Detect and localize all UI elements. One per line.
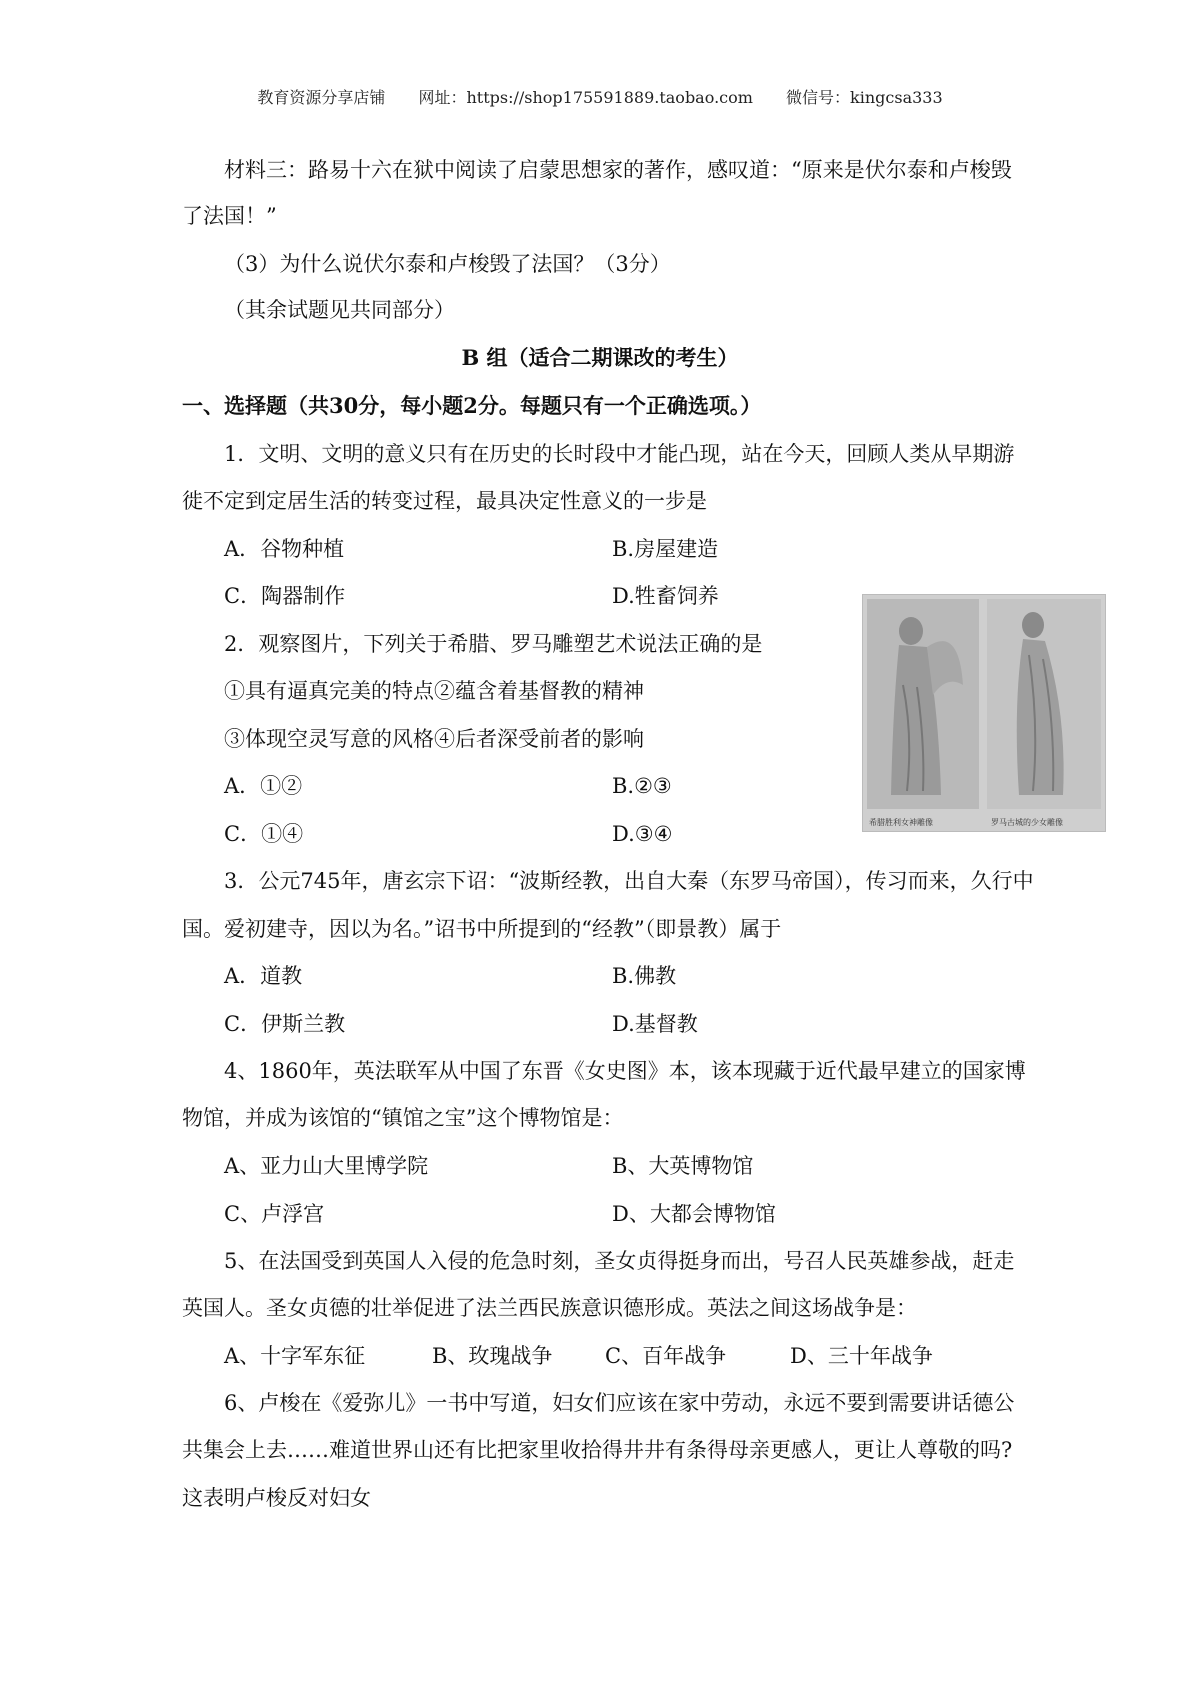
q6-line3: 这表明卢梭反对妇女 [182, 1486, 371, 1510]
header-wechat: 微信号：kingcsa333 [786, 88, 943, 107]
q4-line2: 物馆，并成为该馆的“镇馆之宝”这个博物馆是： [182, 1106, 624, 1130]
note-rest: （其余试题见共同部分） [224, 298, 455, 322]
sculpture-image [862, 594, 1106, 832]
q2-option-c: C．①④ [224, 822, 304, 846]
group-title: B 组（适合二期课改的考生） [461, 345, 739, 370]
q1-option-b: B.房屋建造 [612, 537, 719, 561]
section-title: 一、选择题（共30分，每小题2分。每题只有一个正确选项。） [182, 393, 762, 418]
q6-line1: 6、卢梭在《爱弥儿》一书中写道，妇女们应该在家中劳动，永远不要到需要讲话德公 [224, 1391, 1015, 1415]
q3-option-c: C．伊斯兰教 [224, 1012, 346, 1036]
q5-option-b: B、玫瑰战争 [432, 1344, 553, 1368]
q2-line2: ①具有逼真完美的特点②蕴含着基督教的精神 [224, 679, 644, 703]
q5-option-a: A、十字军东征 [224, 1344, 366, 1368]
q6-line2: 共集会上去……难道世界山还有比把家里收拾得井井有条得母亲更感人，更让人尊敬的吗? [182, 1438, 1013, 1462]
header-url: 网址：https://shop175591889.taobao.com [418, 88, 753, 107]
caption-right: 罗马古城的少女雕像 [991, 818, 1063, 827]
q3-line2: 国。爱初建寺，因以为名。”诏书中所提到的“经教”（即景教）属于 [182, 917, 782, 941]
q4-option-b: B、大英博物馆 [612, 1154, 754, 1178]
question3: （3）为什么说伏尔泰和卢梭毁了法国？（3分） [224, 252, 671, 276]
material3-line1: 材料三：路易十六在狱中阅读了启蒙思想家的著作，感叹道：“原来是伏尔泰和卢梭毁 [224, 158, 1012, 182]
q3-line1: 3．公元745年，唐玄宗下诏：“波斯经教，出自大秦（东罗马帝国），传习而来，久行中 [224, 869, 1034, 893]
q2-option-b: B.②③ [612, 774, 672, 798]
q2-option-a: A．①② [224, 774, 303, 798]
q5-line2: 英国人。圣女贞德的壮举促进了法兰西民族意识德形成。英法之间这场战争是： [182, 1296, 917, 1320]
q4-option-d: D、大都会博物馆 [612, 1202, 776, 1226]
q4-option-a: A、亚力山大里博学院 [224, 1154, 429, 1178]
q3-option-a: A．道教 [224, 964, 303, 988]
q5-option-c: C、百年战争 [605, 1344, 727, 1368]
q1-line2: 徙不定到定居生活的转变过程，最具决定性意义的一步是 [182, 489, 707, 513]
q3-option-d: D.基督教 [612, 1012, 698, 1036]
q1-option-a: A．谷物种植 [224, 537, 345, 561]
q5-line1: 5、在法国受到英国人入侵的危急时刻，圣女贞得挺身而出，号召人民英雄参战，赶走 [224, 1249, 1015, 1273]
q2-line3: ③体现空灵写意的风格④后者深受前者的影响 [224, 727, 644, 751]
q4-line1: 4、1860年，英法联军从中国了东晋《女史图》本，该本现藏于近代最早建立的国家博 [224, 1059, 1026, 1083]
q2-option-d: D.③④ [612, 822, 673, 846]
caption-left: 希腊胜利女神雕像 [869, 818, 933, 827]
q3-option-b: B.佛教 [612, 964, 677, 988]
q1-option-c: C．陶器制作 [224, 584, 346, 608]
page-header [0, 84, 1200, 112]
q2-line1: 2．观察图片，下列关于希腊、罗马雕塑艺术说法正确的是 [224, 632, 763, 656]
q4-option-c: C、卢浮宫 [224, 1202, 325, 1226]
material3-line2: 了法国！” [182, 204, 277, 228]
q1-option-d: D.牲畜饲养 [612, 584, 719, 608]
q5-option-d: D、三十年战争 [790, 1344, 933, 1368]
header-shop: 教育资源分享店铺 [257, 88, 386, 107]
q1-line1: 1．文明、文明的意义只有在历史的长时段中才能凸现，站在今天，回顾人类从早期游 [224, 442, 1015, 466]
